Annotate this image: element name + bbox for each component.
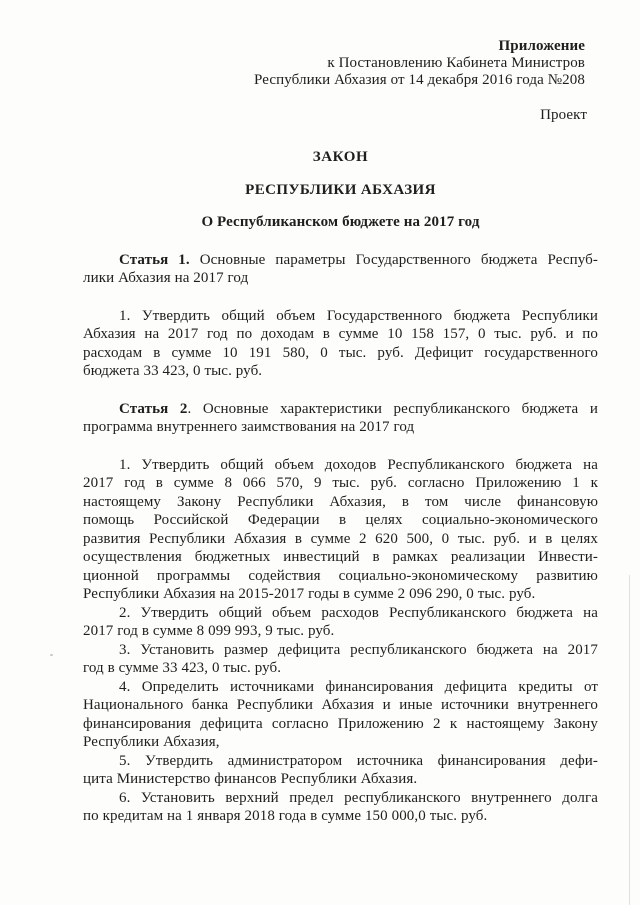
text-line: Статья 2. Основные характеристики республиканского бюджета и <box>119 400 598 417</box>
text-line: Республики Абхазия на 2015-2017 годы в сумме 2 096 290, 0 тыс. руб. <box>83 586 536 602</box>
republic-title: РЕСПУБЛИКИ АБХАЗИЯ <box>245 181 436 198</box>
text-line: настоящему Закону Республики Абхазия, в том числе финансовую <box>83 493 598 510</box>
scan-edge-artifact <box>629 575 630 905</box>
text-line: финансирования дефицита согласно Приложению 2 к настоящему Закону <box>83 715 598 732</box>
article-1-heading <box>83 251 598 288</box>
article-1-item-1 <box>83 307 598 381</box>
text-line: ционной программы содействия социально-экономическому развитию <box>83 567 598 584</box>
text-line: год в сумме 33 423, 0 тыс. руб. <box>83 660 282 676</box>
article-2-item-2 <box>83 604 598 641</box>
text-line: Статья 1. Основные параметры Государственного бюджета Респуб- <box>119 251 598 268</box>
law-title: ЗАКОН <box>312 149 369 165</box>
text-line: бюджета 33 423, 0 тыс. руб. <box>83 363 263 379</box>
text-line: Абхазия на 2017 год по доходам в сумме 10 158 157, 0 тыс. руб. и по <box>83 326 598 342</box>
text-line: 2. Утвердить общий объем расходов Республиканского бюджета на <box>119 604 598 621</box>
article-2-item-5 <box>83 752 598 789</box>
text-line: 1. Утвердить общий объем доходов Республиканского бюджета на <box>119 456 598 473</box>
draft-label: Проект <box>540 107 587 123</box>
text-line: 2017 год в сумме 8 066 570, 9 тыс. руб. согласно Приложению 1 к <box>83 475 598 491</box>
text-line: осуществления бюджетных инвестиций в рамках реализации Инвести- <box>83 549 598 565</box>
scan-speck <box>50 654 53 656</box>
text-line: Национального банка Республики Абхазия и иные источники внутреннего <box>83 697 598 713</box>
text-line: 3. Установить размер дефицита республиканского бюджета на 2017 <box>119 641 598 658</box>
document-body <box>83 251 598 826</box>
text-line: 2017 год в сумме 8 099 993, 9 тыс. руб. <box>83 623 335 639</box>
law-subject-title: О Республиканском бюджете на 2017 год <box>201 214 480 230</box>
article-2-heading <box>83 400 598 437</box>
article-2-item-4 <box>83 678 598 752</box>
text-line: расходам в сумме 10 191 580, 0 тыс. руб. Дефицит государственного <box>83 344 598 361</box>
appendix-header <box>83 38 598 89</box>
article-2-item-3 <box>83 641 598 678</box>
article-2-item-1 <box>83 456 598 604</box>
article-2-item-6 <box>83 789 598 826</box>
text-line: Республики Абхазия, <box>83 734 220 750</box>
resolution-line-2: Республики Абхазия от 14 декабря 2016 года №208 <box>254 72 585 88</box>
text-line: развития Республики Абхазия в сумме 2 620 500, 0 тыс. руб. и в целях <box>83 530 598 547</box>
text-line: 4. Определить источниками финансирования дефицита кредиты от <box>119 678 598 695</box>
text-line: 5. Утвердить администратором источника финансирования дефи- <box>119 752 598 769</box>
text-line: по кредитам на 1 января 2018 года в сумме 150 000,0 тыс. руб. <box>83 808 488 824</box>
text-line: программа внутреннего заимствования на 2017 год <box>83 419 415 435</box>
document-content <box>83 38 598 826</box>
text-line: 1. Утвердить общий объем Государственного бюджета Республики <box>119 307 598 324</box>
text-line: 6. Установить верхний предел республиканского внутреннего долга <box>119 789 598 806</box>
resolution-line-1: к Постановлению Кабинета Министров <box>327 55 585 71</box>
appendix-label: Приложение <box>498 38 585 54</box>
text-line: цита Министерство финансов Республики Абхазия. <box>83 771 418 787</box>
text-line: лики Абхазия на 2017 год <box>83 270 249 286</box>
text-line: помощь Российской Федерации в целях социально-экономического <box>83 512 598 528</box>
